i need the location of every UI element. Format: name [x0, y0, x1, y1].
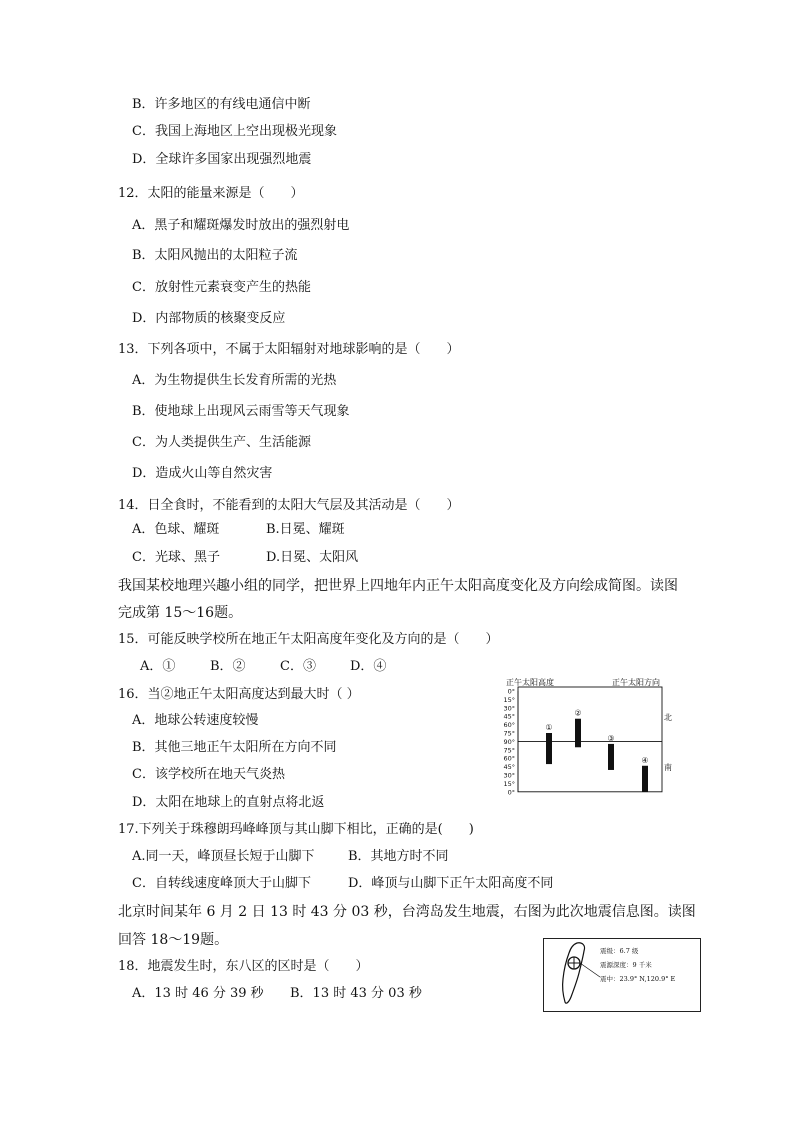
y-tick-label: 0°: [507, 788, 515, 796]
taiwan-island-outline: [563, 943, 585, 1003]
q17-option-a: A.同一天，峰顶昼长短于山脚下: [132, 849, 315, 864]
taiwan-map-svg: [544, 939, 700, 1011]
q16-option-a: A．地球公转速度较慢: [132, 713, 259, 728]
q13-option-a: A．为生物提供生长发育所需的光热: [132, 373, 337, 388]
y-tick-label: 15°: [503, 695, 515, 704]
bar-label-4: ④: [641, 755, 649, 765]
q16-option-b: B．其他三地正午太阳所在方向不同: [132, 740, 337, 755]
y-tick-label: 75°: [503, 746, 515, 755]
q11-option-d: D．全球许多国家出现强烈地震: [132, 152, 312, 167]
passage1-line2: 完成第 15～16题。: [118, 605, 243, 621]
q17-option-c: C．自转线速度峰顶大于山脚下: [132, 876, 311, 891]
q12-stem: 12．太阳的能量来源是（ ）: [118, 186, 304, 201]
q18-option-b: B．13 时 43 分 03 秒: [290, 986, 422, 1001]
bars-group: [545, 709, 648, 792]
q16-option-d: D．太阳在地球上的直射点将北返: [132, 795, 325, 810]
quake-depth: 震源深度：9 千米: [600, 961, 652, 969]
bar-label-1: ①: [545, 723, 553, 732]
bar-2: [575, 719, 581, 748]
q17-stem: 17.下列关于珠穆朗玛峰峰顶与其山脚下相比，正确的是( ): [118, 822, 474, 837]
direction-north-label: 北: [664, 713, 672, 722]
chart-title-left: 正午太阳高度: [506, 678, 554, 687]
q15-stem: 15．可能反映学校所在地正午太阳高度年变化及方向的是（ ）: [118, 632, 499, 647]
q12-option-c: C．放射性元素衰变产生的热能: [132, 280, 311, 295]
bar-4: [642, 766, 648, 792]
quake-epicenter: 震中：23.9° N,120.9° E: [600, 975, 676, 983]
q18-stem: 18．地震发生时，东八区的区时是（ ）: [118, 959, 369, 974]
q14-stem: 14．日全食时，不能看到的太阳大气层及其活动是（ ）: [118, 498, 460, 513]
q17-option-b: B．其地方时不同: [348, 849, 449, 864]
y-axis-ticks: [503, 687, 662, 796]
q15-option-d: D．④: [350, 659, 387, 674]
q11-option-b: B．许多地区的有线电通信中断: [132, 97, 311, 112]
q16-stem: 16．当②地正午太阳高度达到最大时（ ）: [118, 687, 360, 702]
sun-altitude-chart: [492, 676, 692, 796]
bar-label-3: ③: [607, 733, 615, 743]
q14-option-b: B.日冕、耀斑: [266, 522, 345, 537]
q11-option-c: C．我国上海地区上空出现极光现象: [132, 124, 337, 139]
q13-option-b: B．使地球上出现风云雨雪等天气现象: [132, 404, 350, 419]
y-tick-label: 90°: [503, 737, 515, 746]
q14-option-c: C．光球、黑子: [132, 550, 220, 565]
sun-altitude-chart-svg: [492, 676, 692, 796]
quake-magnitude: 震级：6.7 级: [600, 947, 639, 955]
q13-stem: 13．下列各项中，不属于太阳辐射对地球影响的是（ ）: [118, 342, 460, 357]
q15-option-b: B．②: [210, 659, 246, 674]
q14-option-a: A．色球、耀斑: [132, 522, 220, 537]
y-tick-label: 45°: [503, 763, 515, 772]
y-tick-label: 45°: [503, 712, 515, 721]
y-tick-label: 30°: [503, 771, 515, 780]
y-tick-label: 0°: [507, 687, 515, 696]
y-tick-label: 60°: [503, 721, 515, 730]
passage1-line1: 我国某校地理兴趣小组的同学，把世界上四地年内正午太阳高度变化及方向绘成简图。读图: [118, 578, 678, 594]
q18-option-a: A．13 时 46 分 39 秒: [132, 986, 264, 1001]
bar-1: [546, 733, 552, 764]
epicenter-pointer-line: [580, 963, 600, 977]
plot-frame: [518, 687, 662, 792]
q13-option-d: D．造成火山等自然灾害: [132, 466, 273, 481]
q13-option-c: C．为人类提供生产、生活能源: [132, 435, 311, 450]
q15-option-a: A．①: [140, 659, 176, 674]
bar-3: [608, 744, 614, 770]
y-tick-label: 75°: [503, 729, 515, 738]
q12-option-d: D．内部物质的核聚变反应: [132, 311, 286, 326]
q15-option-c: C．③: [280, 659, 316, 674]
earthquake-info-map: [543, 938, 701, 1012]
q12-option-b: B．太阳风抛出的太阳粒子流: [132, 248, 298, 263]
passage2-line2: 回答 18～19题。: [118, 932, 229, 948]
q16-option-c: C．该学校所在地天气炎热: [132, 767, 285, 782]
q12-option-a: A．黑子和耀斑爆发时放出的强烈射电: [132, 218, 350, 233]
y-tick-label: 60°: [503, 754, 515, 763]
bar-label-2: ②: [574, 708, 582, 718]
y-tick-label: 30°: [503, 704, 515, 713]
q17-option-d: D．峰顶与山脚下正午太阳高度不同: [348, 876, 554, 891]
q14-option-d: D.日冕、太阳风: [266, 550, 359, 565]
direction-south-label: 南: [664, 763, 672, 772]
y-tick-label: 15°: [503, 779, 515, 788]
chart-title-right: 正午太阳方向: [612, 678, 660, 687]
passage2-line1: 北京时间某年 6 月 2 日 13 时 43 分 03 秒，台湾岛发生地震，右图为此次地震信息图。读图: [118, 904, 696, 920]
